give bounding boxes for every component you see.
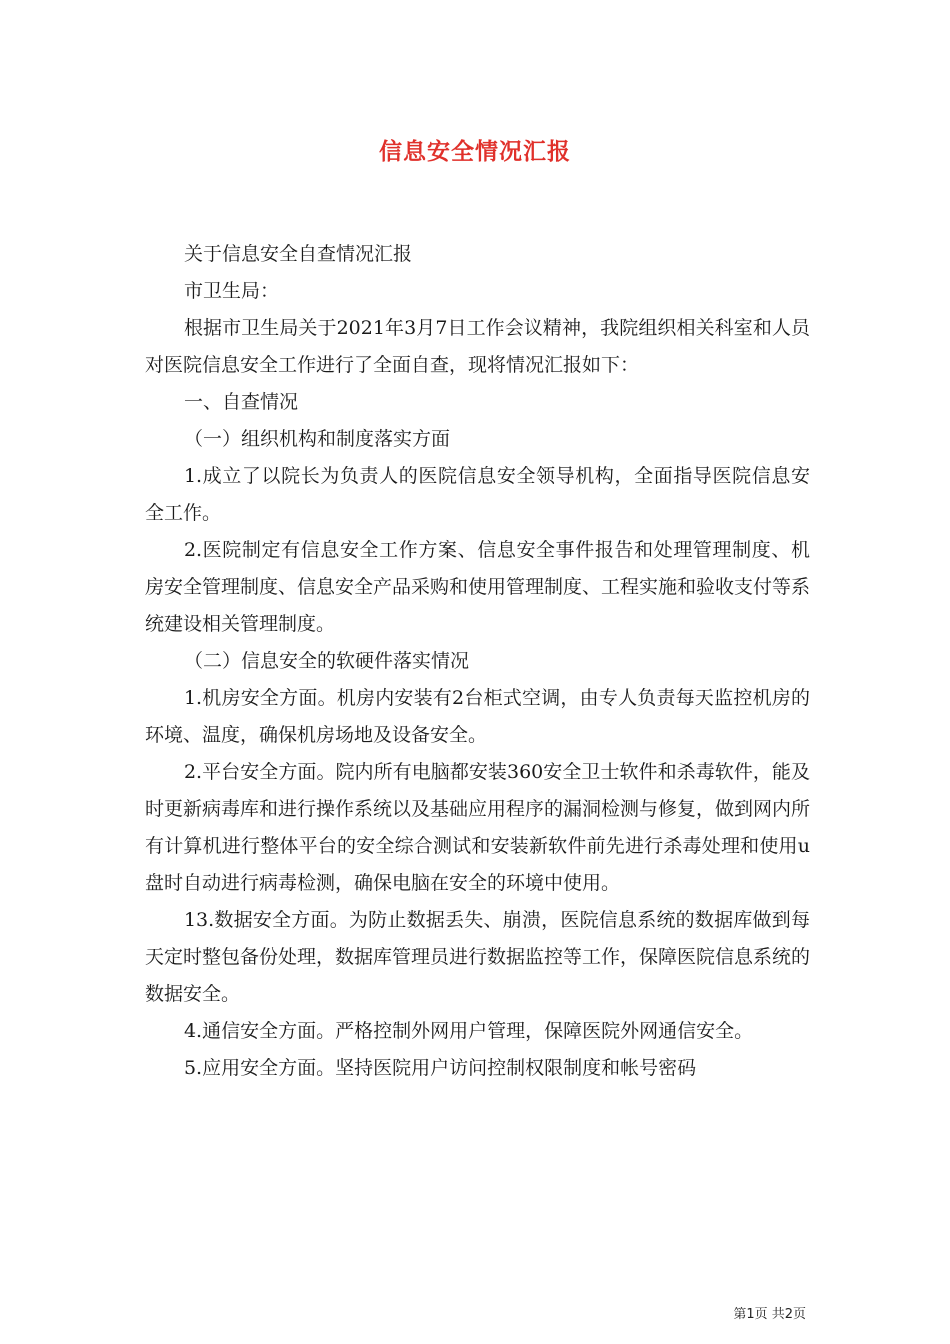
intro-paragraph: 根据市卫生局关于2021年3月7日工作会议精神，我院组织相关科室和人员对医院信息安全工作进行了全面自查，现将情况汇报如下：: [145, 317, 810, 376]
body-paragraph: 1.成立了以院长为负责人的医院信息安全领导机构，全面指导医院信息安全工作。: [145, 465, 810, 524]
subsection-heading: （一）组织机构和制度落实方面: [183, 428, 450, 450]
body-paragraph: 2.医院制定有信息安全工作方案、信息安全事件报告和处理管理制度、机房安全管理制度、信息安全产品采购和使用管理制度、工程实施和验收支付等系统建设相关管理制度。: [145, 539, 811, 635]
document-body: [145, 236, 810, 1087]
page-number: 第1页 共2页: [733, 1307, 806, 1322]
body-paragraph: 2.平台安全方面。院内所有电脑都安装360安全卫士软件和杀毒软件，能及时更新病毒库和进行操作系统以及基础应用程序的漏洞检测与修复，做到网内所有计算机进行整体平台的安全综合测试和安装新软件前先进行杀毒处理和使用u盘时自动进行病毒检测，确保电脑在安全的环境中使用。: [145, 761, 811, 894]
body-paragraph: 1.机房安全方面。机房内安装有2台柜式空调，由专人负责每天监控机房的环境、温度，确保机房场地及设备安全。: [145, 687, 810, 746]
report-subject: 关于信息安全自查情况汇报: [183, 243, 412, 265]
recipient-line: 市卫生局：: [183, 280, 279, 302]
body-paragraph: 4.通信安全方面。严格控制外网用户管理，保障医院外网通信安全。: [183, 1020, 754, 1042]
section-heading: 一、自查情况: [183, 391, 298, 413]
body-paragraph: 5.应用安全方面。坚持医院用户访问控制权限制度和帐号密码: [183, 1057, 697, 1079]
document-title: 信息安全情况汇报: [379, 139, 571, 165]
body-paragraph: 13.数据安全方面。为防止数据丢失、崩溃，医院信息系统的数据库做到每天定时整包备份处理，数据库管理员进行数据监控等工作，保障医院信息系统的数据安全。: [145, 909, 811, 1005]
subsection-heading: （二）信息安全的软硬件落实情况: [183, 650, 469, 672]
